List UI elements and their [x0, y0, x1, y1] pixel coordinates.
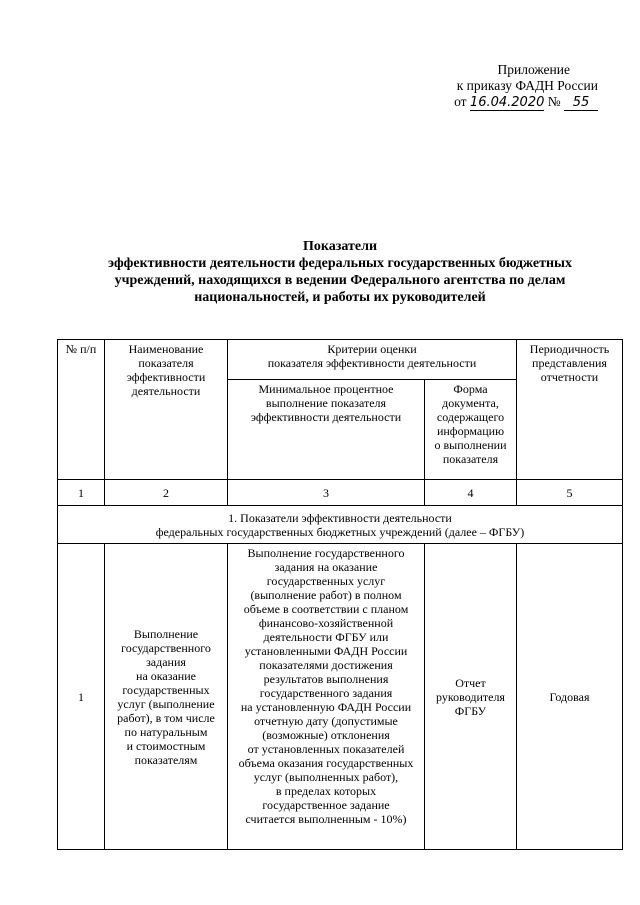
col-number-1: 1 — [58, 480, 105, 506]
title-line-1: Показатели — [302, 239, 378, 254]
document-title — [60, 238, 620, 306]
header-form: Форма документа, содержащего информацию о выполнении показателя — [425, 380, 517, 480]
header-num: № п/п — [58, 340, 105, 480]
indicators-table — [57, 339, 623, 850]
col-number-5: 5 — [517, 480, 623, 506]
col-number-4: 4 — [425, 480, 517, 506]
header-min-percent: Минимальное процентное выполнение показателя эффективности деятельности — [228, 380, 425, 480]
title-line-3: учреждений, находящихся в ведении Федерального агентства по делам — [114, 273, 566, 288]
header-row — [58, 340, 623, 380]
title-line-2: эффективности деятельности федеральных государственных бюджетных — [108, 256, 572, 271]
section-1-heading: 1. Показатели эффективности деятельности федеральных государственных бюджетных учреждений (далее – ФГБУ) — [58, 506, 623, 544]
handwritten-number: 55 — [564, 96, 598, 111]
row-1-num: 1 — [58, 544, 105, 850]
column-number-row — [58, 480, 623, 506]
header-period: Периодичность представления отчетности — [517, 340, 623, 480]
number-label: № — [547, 94, 561, 109]
col-number-2: 2 — [105, 480, 228, 506]
row-1-period: Годовая — [517, 544, 623, 850]
table-row — [58, 544, 623, 850]
appendix-order-ref: к приказу ФАДН России — [456, 78, 598, 93]
from-label: от — [454, 94, 467, 109]
appendix-date-line — [418, 94, 598, 111]
row-1-criteria: Выполнение государственного задания на оказание государственных услуг (выполнение работ) в полном объеме в соответствии с планом финансово-хозяйственной деятельности ФГБУ или установленными ФАДН России показателями достижения результатов выполнения государственного задания на установленную ФАДН России отчетную дату (допустимые (возможные) отклонения от установленных показателей объема оказания государственных услуг (выполненных работ), в пределах которых государственное задание считается выполненным - 10%) — [228, 544, 425, 850]
section-row — [58, 506, 623, 544]
appendix-block — [418, 62, 598, 111]
appendix-label: Приложение — [497, 62, 570, 77]
header-name: Наименование показателя эффективности деятельности — [105, 340, 228, 480]
col-number-3: 3 — [228, 480, 425, 506]
row-1-name: Выполнение государственного задания на оказание государственных услуг (выполнение работ), в том числе по натуральным и стоимостным показателям — [105, 544, 228, 850]
row-1-form: Отчет руководителя ФГБУ — [425, 544, 517, 850]
title-line-4: национальностей, и работы их руководителей — [194, 290, 486, 305]
header-criteria: Критерии оценки показателя эффективности деятельности — [228, 340, 517, 380]
handwritten-date: 16.04.2020 — [469, 95, 545, 110]
